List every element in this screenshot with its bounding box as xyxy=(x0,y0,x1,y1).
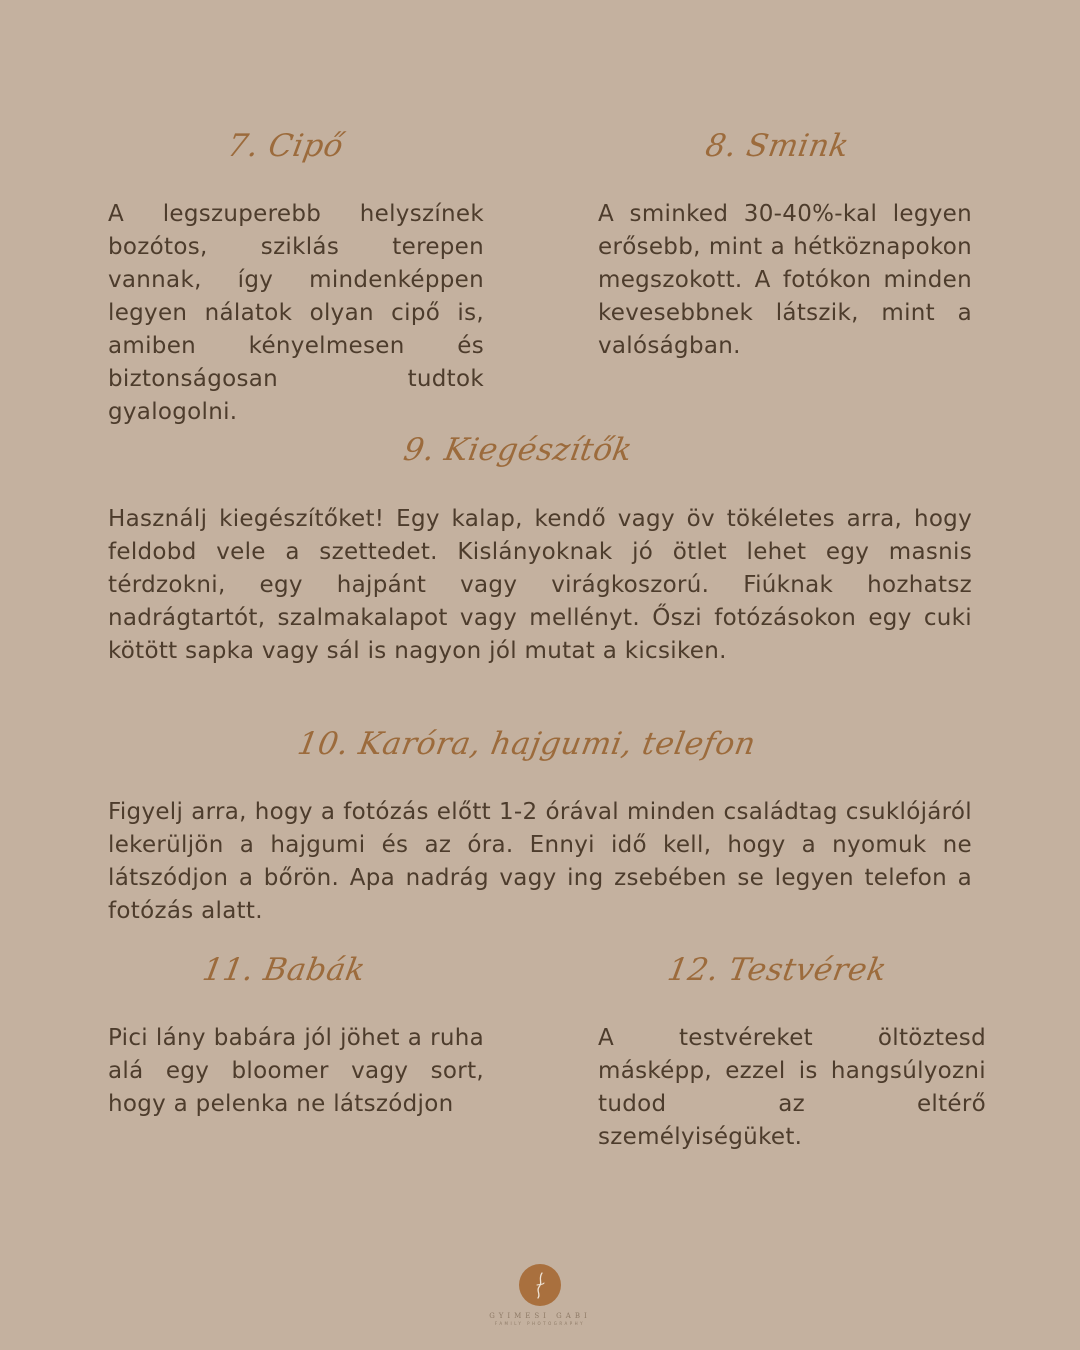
paragraph-smink: A sminked 30-40%-kal legyen erősebb, mint a hétköznapokon megszokott. A fotókon minden kevesebbnek látszik, mint a valóságban. xyxy=(598,201,972,359)
heading-cipo: 7. Cipő xyxy=(224,128,347,164)
paragraph-kiegeszitok: Használj kiegészítőket! Egy kalap, kendő vagy öv tökéletes arra, hogy feldobd vele a szettedet. Kislányoknak jó ötlet lehet egy masnis térdzokni, egy hajpánt vagy virágkoszorú. Fiúknak hozhatsz nadrágtartót, szalmakalapot vagy mellényt. Őszi fotózásokon egy cuki kötött sapka vagy sál is nagyon jól mutat a kicsiken. xyxy=(108,506,972,664)
logo-mark-icon xyxy=(519,1264,561,1306)
logo-name: GYIMESI GABI xyxy=(489,1312,591,1320)
paragraph-cipo: A legszuperebb helyszínek bozótos, sziklás terepen vannak, így mindenképpen legyen nálatok olyan cipő is, amiben kényelmesen és biztonságosan tudtok gyalogolni. xyxy=(108,201,484,425)
brand-logo xyxy=(0,1264,1080,1326)
paragraph-testverek: A testvéreket öltöztesd másképp, ezzel is hangsúlyozni tudod az eltérő személyiségüket. xyxy=(598,1025,986,1150)
paragraph-babak: Pici lány babára jól jöhet a ruha alá egy bloomer vagy sort, hogy a pelenka ne látszódjon xyxy=(108,1025,484,1117)
heading-kiegeszitok: 9. Kiegészítők xyxy=(400,432,636,468)
paragraph-karora: Figyelj arra, hogy a fotózás előtt 1-2 órával minden családtag csuklójáról lekerüljön a hajgumi és az óra. Ennyi idő kell, hogy a nyomuk ne látszódjon a bőrön. Apa nadrág vagy ing zsebében se legyen telefon a fotózás alatt. xyxy=(108,799,972,924)
logo-subtitle: FAMILY PHOTOGRAPHY xyxy=(494,1321,586,1326)
heading-smink: 8. Smink xyxy=(702,128,852,164)
heading-babak: 11. Babák xyxy=(199,952,369,988)
heading-testverek: 12. Testvérek xyxy=(664,952,890,988)
heading-karora: 10. Karóra, hajgumi, telefon xyxy=(294,726,759,762)
